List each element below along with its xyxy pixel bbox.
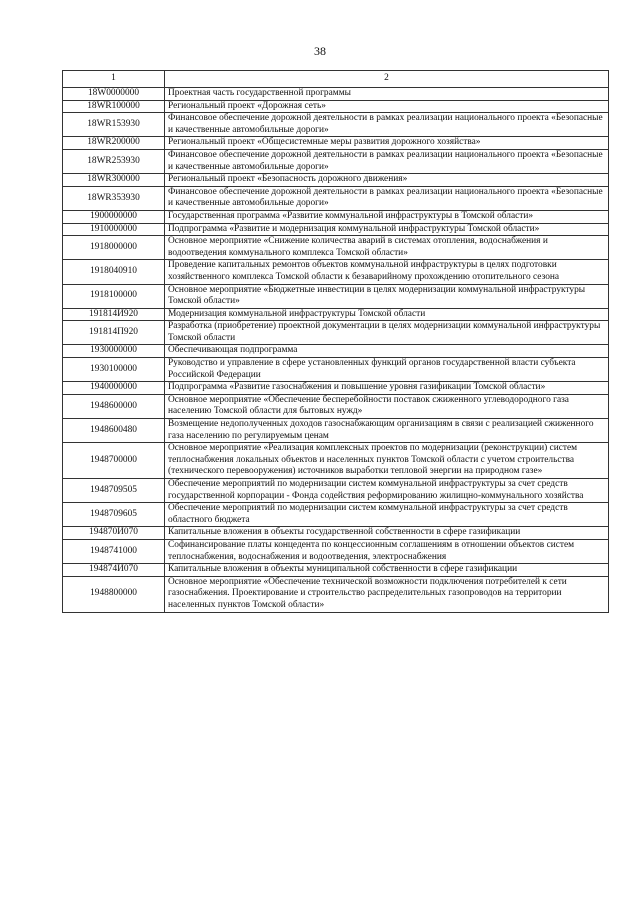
table-row [63, 321, 609, 345]
row-code-cell: 18WR153930 [63, 113, 165, 137]
table-header-row [63, 71, 609, 88]
table-row [63, 382, 609, 395]
row-name-cell: Основное мероприятие «Реализация комплексных проектов по модернизации (реконструкции) систем теплоснабжения локальных объектов и населенных пунктов Томской области с учетом строительства (технического перевооружения) источников выработки тепловой энергии на природном газе» [165, 443, 609, 479]
row-name-cell: Обеспечивающая подпрограмма [165, 345, 609, 358]
row-name-cell: Капитальные вложения в объекты государственной собственности в сфере газификации [165, 527, 609, 540]
row-code-cell: 1918000000 [63, 236, 165, 260]
row-code-cell: 1930000000 [63, 345, 165, 358]
row-code-cell: 194870И070 [63, 527, 165, 540]
row-name-cell: Региональный проект «Общесистемные меры развития дорожного хозяйства» [165, 137, 609, 150]
row-code-cell: 1910000000 [63, 223, 165, 236]
column-header-1: 1 [63, 71, 165, 88]
row-name-cell: Капитальные вложения в объекты муниципальной собственности в сфере газификации [165, 564, 609, 577]
table-body [63, 88, 609, 613]
table-row [63, 576, 609, 612]
row-code-cell: 1948800000 [63, 576, 165, 612]
table-row [63, 174, 609, 187]
row-code-cell: 194874И070 [63, 564, 165, 577]
table-row [63, 100, 609, 113]
table-row [63, 186, 609, 210]
row-code-cell: 1900000000 [63, 210, 165, 223]
row-code-cell: 1948709505 [63, 479, 165, 503]
table-row [63, 236, 609, 260]
table-row [63, 260, 609, 284]
row-code-cell: 1948741000 [63, 539, 165, 563]
row-code-cell: 191814И920 [63, 308, 165, 321]
column-header-2: 2 [165, 71, 609, 88]
row-name-cell: Финансовое обеспечение дорожной деятельности в рамках реализации национального проекта «Безопасные и качественные автомобильные дороги» [165, 149, 609, 173]
table-row [63, 308, 609, 321]
row-name-cell: Обеспечение мероприятий по модернизации систем коммунальной инфраструктуры за счет средств государственной корпорации - Фонда содействия реформированию жилищно-коммунального хозяйства [165, 479, 609, 503]
row-code-cell: 18WR200000 [63, 137, 165, 150]
table-row [63, 88, 609, 101]
table-row [63, 503, 609, 527]
page-number: 38 [314, 44, 326, 58]
budget-classification-table [62, 70, 609, 613]
table-row [63, 113, 609, 137]
table-row [63, 419, 609, 443]
row-code-cell: 1918040910 [63, 260, 165, 284]
row-name-cell: Модернизация коммунальной инфраструктуры Томской области [165, 308, 609, 321]
row-name-cell: Основное мероприятие «Обеспечение бесперебойности поставок сжиженного углеводородного газа населению Томской области для бытовых нужд» [165, 394, 609, 418]
row-name-cell: Региональный проект «Безопасность дорожного движения» [165, 174, 609, 187]
row-code-cell: 1948600000 [63, 394, 165, 418]
row-name-cell: Государственная программа «Развитие коммунальной инфраструктуры в Томской области» [165, 210, 609, 223]
row-name-cell: Проектная часть государственной программы [165, 88, 609, 101]
row-code-cell: 1948700000 [63, 443, 165, 479]
table-row [63, 223, 609, 236]
row-name-cell: Подпрограмма «Развитие газоснабжения и повышение уровня газификации Томской области» [165, 382, 609, 395]
row-name-cell: Основное мероприятие «Бюджетные инвестиции в целях модернизации коммунальной инфраструктуры Томской области» [165, 284, 609, 308]
row-code-cell: 1948600480 [63, 419, 165, 443]
row-name-cell: Основное мероприятие «Обеспечение технической возможности подключения потребителей к сети газоснабжения. Проектирование и строительство распределительных газопроводов на территории населенных пунктов Томской области» [165, 576, 609, 612]
table-row [63, 527, 609, 540]
table-row [63, 137, 609, 150]
row-code-cell: 18WR300000 [63, 174, 165, 187]
row-code-cell: 18WR100000 [63, 100, 165, 113]
row-code-cell: 191814П920 [63, 321, 165, 345]
table-row [63, 149, 609, 173]
row-name-cell: Обеспечение мероприятий по модернизации систем коммунальной инфраструктуры за счет средств областного бюджета [165, 503, 609, 527]
table-row [63, 210, 609, 223]
row-name-cell: Возмещение недополученных доходов газоснабжающим организациям в связи с реализацией сжиженного газа населению по регулируемым ценам [165, 419, 609, 443]
row-code-cell: 18WR353930 [63, 186, 165, 210]
table-row [63, 479, 609, 503]
row-code-cell: 18W0000000 [63, 88, 165, 101]
row-code-cell: 1948709605 [63, 503, 165, 527]
row-name-cell: Финансовое обеспечение дорожной деятельности в рамках реализации национального проекта «Безопасные и качественные автомобильные дороги» [165, 113, 609, 137]
row-code-cell: 1930100000 [63, 358, 165, 382]
row-name-cell: Руководство и управление в сфере установленных функций органов государственной власти субъекта Российской Федерации [165, 358, 609, 382]
row-name-cell: Финансовое обеспечение дорожной деятельности в рамках реализации национального проекта «Безопасные и качественные автомобильные дороги» [165, 186, 609, 210]
table-row [63, 358, 609, 382]
table-row [63, 394, 609, 418]
row-name-cell: Проведение капитальных ремонтов объектов коммунальной инфраструктуры в целях подготовки хозяйственного комплекса Томской области к безаварийному прохождению отопительного сезона [165, 260, 609, 284]
table-row [63, 345, 609, 358]
table-row [63, 284, 609, 308]
row-name-cell: Подпрограмма «Развитие и модернизация коммунальной инфраструктуры Томской области» [165, 223, 609, 236]
table-row [63, 539, 609, 563]
row-code-cell: 1940000000 [63, 382, 165, 395]
table-row [63, 564, 609, 577]
row-name-cell: Основное мероприятие «Снижение количества аварий в системах отопления, водоснабжения и водоотведения коммунального комплекса Томской области» [165, 236, 609, 260]
table-row [63, 443, 609, 479]
row-name-cell: Разработка (приобретение) проектной документации в целях модернизации коммунальной инфраструктуры Томской области [165, 321, 609, 345]
row-name-cell: Региональный проект «Дорожная сеть» [165, 100, 609, 113]
row-code-cell: 18WR253930 [63, 149, 165, 173]
row-name-cell: Софинансирование платы концедента по концессионным соглашениям в отношении объектов систем теплоснабжения, водоснабжения и водоотведения, электроснабжения [165, 539, 609, 563]
row-code-cell: 1918100000 [63, 284, 165, 308]
